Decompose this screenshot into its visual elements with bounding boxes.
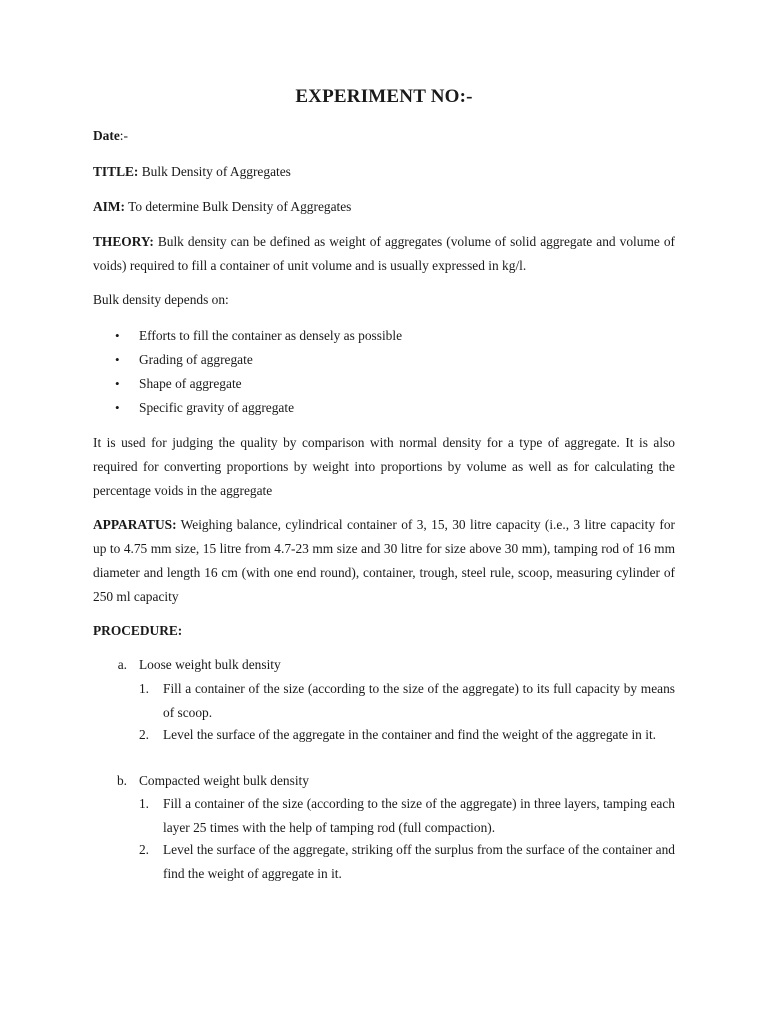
section-title: Loose weight bulk density [139,657,281,672]
procedure-step [93,792,675,840]
section-marker: b. [116,773,127,788]
step-text: Level the surface of the aggregate, striking off the surplus from the surface of the container and find the weight of aggregate in it. [163,842,675,881]
theory-label: THEORY: [93,234,154,249]
step-marker: 2. [138,727,149,742]
procedure-step [93,677,675,725]
page-title: EXPERIMENT NO:- [295,86,473,107]
title-label: TITLE: [93,164,139,179]
list-item [93,348,675,372]
bullet-icon: • [115,400,120,415]
procedure-heading: PROCEDURE: [93,623,183,638]
apparatus-text: Weighing balance, cylindrical container of 3, 15, 30 litre capacity (i.e., 3 litre capacity for up to 4.75 mm size, 15 litre from 4.7-23 mm size and 30 litre for size above 30 mm), tamping rod of 16 mm diameter and length 16 cm (with one end round), container, trough, steel rule, scoop, measuring cylinder of 250 ml capacity [93,517,675,604]
list-item-text: Shape of aggregate [139,376,242,391]
theory-text: Bulk density can be defined as weight of aggregates (volume of solid aggregate and volume of voids) required to fill a container of unit volume and is usually expressed in kg/l. [93,234,675,273]
step-text: Level the surface of the aggregate in the container and find the weight of the aggregate in it. [163,727,657,742]
list-item [93,372,675,396]
list-item [93,324,675,348]
aim-value: To determine Bulk Density of Aggregates [124,199,352,214]
bullet-icon: • [115,328,120,343]
step-marker: 2. [138,842,149,857]
list-item-text: Grading of aggregate [139,352,253,367]
procedure-section-b [93,769,675,793]
title-line [93,160,675,184]
aim-label: AIM: [93,199,125,214]
procedure-section-a [93,653,675,677]
procedure-step [93,723,675,771]
bullet-icon: • [115,352,120,367]
list-item-text: Specific gravity of aggregate [139,400,295,415]
step-marker: 1. [138,681,149,696]
date-suffix: :- [119,128,128,143]
section-marker: a. [117,657,127,672]
title-value: Bulk Density of Aggregates [138,164,291,179]
date-label: Date [93,128,120,143]
theory-paragraph [93,230,675,278]
step-text: Fill a container of the size (according to the size of the aggregate) in three layers, tamping each layer 25 times with the help of tamping rod (full compaction). [163,796,675,835]
bullet-icon: • [115,376,120,391]
depends-heading: Bulk density depends on: [93,292,229,307]
aim-line [93,195,675,219]
depends-list [93,324,675,420]
step-text: Fill a container of the size (according to the size of the aggregate) to its full capacity by means of scoop. [163,681,675,720]
usage-paragraph: It is used for judging the quality by comparison with normal density for a type of aggregate. It is also required for converting proportions by weight into proportions by volume as well as for calculating the percentage voids in the aggregate [93,435,675,498]
step-marker: 1. [138,796,149,811]
apparatus-paragraph [93,513,675,609]
apparatus-label: APPARATUS: [93,517,177,532]
procedure-step [93,838,675,886]
list-item-text: Efforts to fill the container as densely as possible [139,328,403,343]
list-item [93,396,675,420]
date-line [93,124,675,148]
section-title: Compacted weight bulk density [139,773,309,788]
